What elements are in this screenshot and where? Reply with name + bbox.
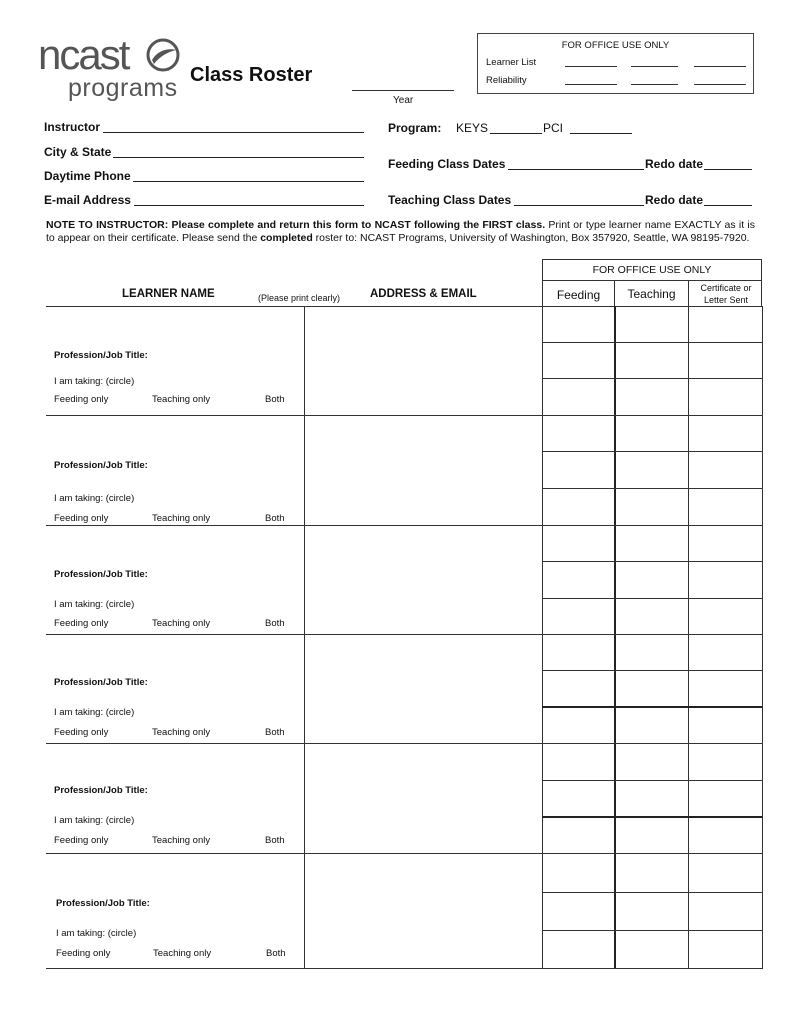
logo-ncast-text: ncast [38, 31, 129, 78]
reliability-blank-1[interactable] [565, 84, 617, 85]
teaching-header: Teaching [627, 287, 676, 301]
instructor-field[interactable] [103, 132, 364, 133]
option-both[interactable]: Both [265, 394, 285, 405]
option-teaching-only[interactable]: Teaching only [152, 618, 211, 629]
program-pci-label: PCI [543, 121, 564, 135]
learner-list-blank-3[interactable] [694, 66, 746, 67]
office-subline [542, 706, 762, 708]
instructor-note [46, 219, 755, 245]
name-address-divider [304, 306, 305, 969]
office-subline [542, 930, 762, 931]
option-both[interactable]: Both [265, 618, 285, 629]
address-office-divider [542, 306, 543, 969]
learner-list-label: Learner List [486, 57, 537, 68]
daytime-phone-label: Daytime Phone [44, 169, 131, 183]
teaching-dates-label: Teaching Class Dates [388, 193, 512, 207]
note-text-2: roster to: NCAST Programs, University of Washington, Box 357920, Seattle, WA 98195-7920. [312, 232, 750, 244]
print-clearly-note: (Please print clearly) [258, 293, 341, 303]
ncast-logo-mark-icon [146, 38, 180, 72]
option-feeding-only[interactable]: Feeding only [54, 835, 109, 846]
row-separator-2 [46, 525, 762, 526]
feeding-redo-label: Redo date [645, 157, 704, 171]
header-divider-teaching-certificate [688, 280, 689, 306]
table-office-use-title: FOR OFFICE USE ONLY [592, 264, 712, 276]
profession-label: Profession/Job Title: [54, 350, 148, 361]
profession-label: Profession/Job Title: [54, 785, 148, 796]
table-header-bottom-line [46, 306, 762, 307]
profession-label: Profession/Job Title: [54, 677, 148, 688]
learner-name-header: LEARNER NAME [122, 288, 215, 300]
header-divider-feeding-teaching [614, 280, 615, 306]
option-feeding-only[interactable]: Feeding only [54, 618, 109, 629]
note-lead: NOTE TO INSTRUCTOR [46, 219, 165, 231]
office-subline [542, 342, 762, 343]
taking-label: I am taking: (circle) [56, 928, 137, 939]
learner-list-blank-2[interactable] [631, 66, 678, 67]
program-label: Program: [388, 121, 442, 135]
email-field[interactable] [134, 205, 364, 206]
note-bold-part: : Please complete and return this form to NCAST following the FIRST class. [164, 219, 546, 231]
feeding-redo-field[interactable] [704, 169, 752, 170]
office-subline [542, 892, 762, 893]
year-field-line[interactable] [352, 90, 454, 91]
page-title: Class Roster [190, 64, 313, 86]
table-right-border [762, 306, 763, 969]
option-feeding-only[interactable]: Feeding only [56, 948, 111, 959]
option-both[interactable]: Both [265, 835, 285, 846]
option-both[interactable]: Both [265, 727, 285, 738]
office-subline [542, 670, 762, 671]
reliability-blank-3[interactable] [694, 84, 746, 85]
office-subline [542, 488, 762, 489]
reliability-label: Reliability [486, 75, 527, 86]
office-subline [542, 451, 762, 452]
feeding-dates-label: Feeding Class Dates [388, 157, 506, 171]
option-teaching-only[interactable]: Teaching only [152, 835, 211, 846]
taking-label: I am taking: (circle) [54, 376, 135, 387]
note-completed: completed [260, 232, 313, 244]
profession-label: Profession/Job Title: [54, 460, 148, 471]
office-header-divider [542, 280, 762, 281]
option-feeding-only[interactable]: Feeding only [54, 394, 109, 405]
teaching-redo-label: Redo date [645, 193, 704, 207]
option-teaching-only[interactable]: Teaching only [152, 394, 211, 405]
note-text-1: Print or type learner name EXACTLY as it is to appear on their certificate. Please send the [46, 219, 755, 244]
feeding-header: Feeding [556, 288, 601, 302]
option-teaching-only[interactable]: Teaching only [152, 727, 211, 738]
program-keys-field[interactable] [490, 133, 542, 134]
option-teaching-only[interactable]: Teaching only [152, 513, 211, 524]
teaching-dates-field[interactable] [514, 205, 644, 206]
taking-label: I am taking: (circle) [54, 493, 135, 504]
option-both[interactable]: Both [266, 948, 286, 959]
feeding-dates-field[interactable] [508, 169, 644, 170]
taking-label: I am taking: (circle) [54, 815, 135, 826]
row-separator-1 [46, 415, 762, 416]
city-state-field[interactable] [113, 157, 364, 158]
option-feeding-only[interactable]: Feeding only [54, 727, 109, 738]
office-subline [542, 561, 762, 562]
email-label: E-mail Address [44, 193, 131, 207]
profession-label: Profession/Job Title: [56, 898, 150, 909]
program-pci-field[interactable] [570, 133, 632, 134]
table-bottom-line [46, 968, 762, 969]
office-subline [542, 598, 762, 599]
certificate-header: Certificate or Letter Sent [700, 283, 752, 305]
reliability-blank-2[interactable] [631, 84, 678, 85]
year-label: Year [393, 95, 414, 106]
daytime-phone-field[interactable] [133, 181, 364, 182]
taking-label: I am taking: (circle) [54, 707, 135, 718]
office-subline [542, 816, 762, 818]
city-state-label: City & State [44, 145, 112, 159]
row-separator-3 [46, 634, 762, 635]
taking-label: I am taking: (circle) [54, 599, 135, 610]
learner-list-blank-1[interactable] [565, 66, 617, 67]
feeding-teaching-divider [614, 306, 616, 969]
teaching-redo-field[interactable] [704, 205, 752, 206]
instructor-label: Instructor [44, 120, 101, 134]
office-subline [542, 378, 762, 379]
row-separator-4 [46, 743, 762, 744]
office-use-title: FOR OFFICE USE ONLY [561, 40, 670, 51]
row-separator-5 [46, 853, 762, 854]
option-feeding-only[interactable]: Feeding only [54, 513, 109, 524]
profession-label: Profession/Job Title: [54, 569, 148, 580]
option-teaching-only[interactable]: Teaching only [153, 948, 212, 959]
program-keys-label: KEYS [456, 121, 489, 135]
office-subline [542, 780, 762, 781]
logo-programs-text: programs [68, 74, 178, 102]
teaching-certificate-divider [688, 306, 689, 969]
option-both[interactable]: Both [265, 513, 285, 524]
address-email-header: ADDRESS & EMAIL [370, 288, 477, 300]
